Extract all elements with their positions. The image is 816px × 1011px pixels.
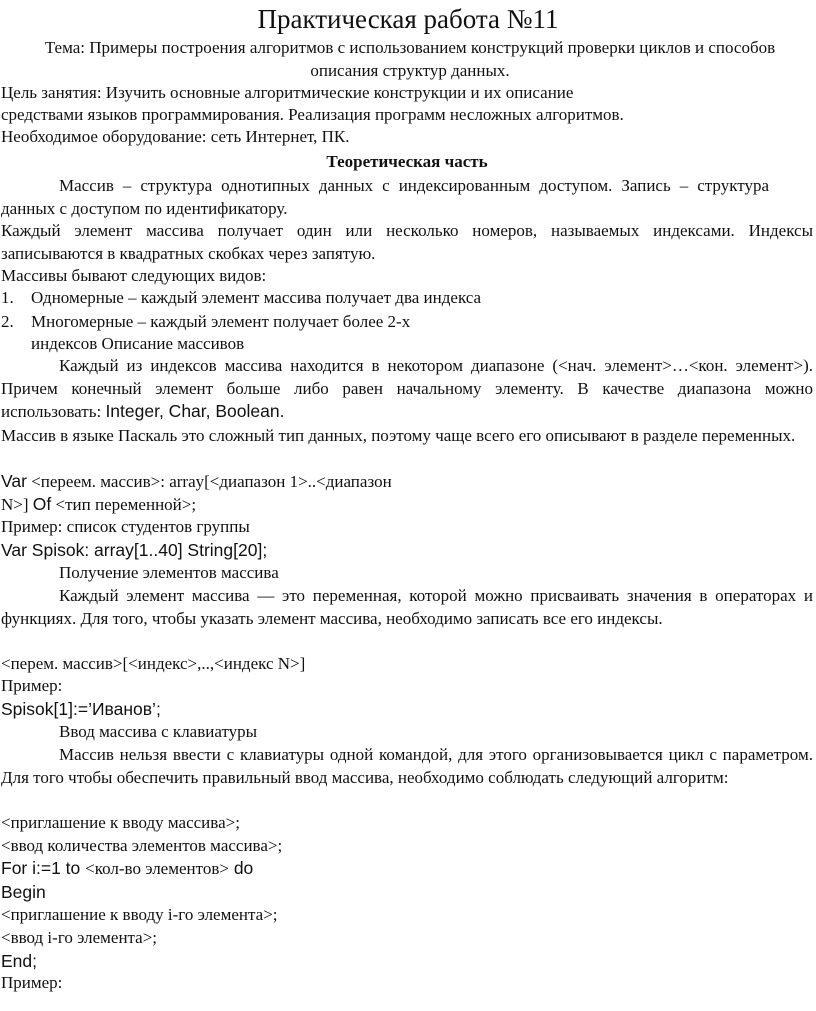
element-syntax: <перем. массив>[<индекс>,..,<индекс N>] (1, 654, 306, 673)
list-continuation: индексов Описание массивов (31, 334, 245, 353)
topic-paragraph: Тема: Примеры построения алгоритмов с использованием конструкций проверки циклов и способов описания структур данных. (44, 38, 776, 80)
paragraph-index-range (1, 355, 813, 424)
example-label: Пример: список студентов группы (1, 517, 250, 536)
paragraph-keyboard-input-text: Массив нельзя ввести с клавиатуры одной командой, для этого организовывается цикл с параметром. Для того чтобы обеспечить правильный ввод массива, необходимо соблюдать следующий алгоритм: (1, 745, 813, 787)
example-label: Пример: (1, 676, 63, 695)
list-item-number: 1. (1, 288, 14, 307)
var-syntax-line-2 (1, 493, 813, 517)
var-syntax-text: <переем. массив>: array[<диапазон 1>..<диапазон (26, 472, 392, 491)
subheading-get-elements: Получение элементов массива (59, 563, 279, 582)
range-types: Integer, Char, Boolean. (105, 401, 285, 421)
goal-line-1: Цель занятия: Изучить основные алгоритмические конструкции и их описание (1, 83, 574, 102)
list-item-text: Одномерные – каждый элемент массива получает два индекса (31, 288, 482, 307)
paragraph-array-kinds: Массивы бывают следующих видов: (1, 266, 267, 285)
list-item-number: 2. (1, 312, 14, 331)
paragraph-array-definition-text: Массив – структура однотипных данных с индексированным доступом. Запись – структура данных с доступом по идентификатору. (1, 176, 769, 218)
algorithm-step: <ввод i-го элемента>; (1, 928, 158, 947)
code-keyword: For i:=1 to (1, 858, 86, 878)
var-syntax-text: <тип переменной>; (51, 495, 197, 514)
algorithm-step: <приглашение к вводу массива>; (1, 813, 240, 832)
var-keyword: Var (1, 471, 27, 491)
paragraph-pascal-type: Массив в языке Паскаль это сложный тип данных, поэтому чаще всего его описывают в разделе переменных. (1, 426, 796, 445)
end-keyword: End; (1, 951, 37, 971)
list-item-text: Многомерные – каждый элемент получает более 2-х (31, 312, 411, 331)
list-item (1, 311, 801, 334)
algorithm-step: <ввод количества элементов массива>; (1, 836, 283, 855)
example-label: Пример: (1, 973, 63, 992)
page-title: Практическая работа №11 (257, 4, 559, 34)
algorithm-step: <приглашение к вводу i-го элемента>; (1, 905, 278, 924)
paragraph-array-definition (1, 175, 769, 220)
code-line: Spisok[1]:=’Иванов’; (1, 699, 161, 719)
section-heading: Теоретическая часть (326, 152, 488, 171)
algorithm-placeholder: <кол-во элементов> (85, 859, 229, 878)
goal-line-2: средствами языков программирования. Реализация программ несложных алгоритмов. (1, 105, 624, 124)
paragraph-elements (1, 585, 813, 630)
for-loop-line (1, 857, 813, 881)
code-line: Var Spisok: array[1..40] String[20]; (1, 540, 268, 560)
paragraph-indexes: Каждый элемент массива получает один или несколько номеров, называемых индексами. Индексы записываются в квадратных скобках через запятую. (1, 221, 813, 263)
var-syntax-line-1 (1, 470, 813, 494)
code-keyword: do (228, 858, 254, 878)
list-item (1, 287, 801, 310)
paragraph-elements-text: Каждый элемент массива — это переменная, которой можно присваивать значения в операторах и функциях. Для того, чтобы указать элемент массива, необходимо записать все его индексы. (1, 586, 813, 628)
begin-keyword: Begin (1, 882, 46, 902)
subheading-keyboard-input: Ввод массива с клавиатуры (59, 722, 258, 741)
equipment-line: Необходимое оборудование: сеть Интернет, ПК. (1, 127, 350, 146)
paragraph-keyboard-input (1, 744, 813, 789)
of-keyword: Of (32, 494, 52, 514)
paragraph-index-range-text: Каждый из индексов массива находится в некотором диапазоне (<нач. элемент>…<кон. элемент>). Причем конечный элемент больше либо равен начальному элементу. В качестве диапазона можно использовать: (1, 356, 813, 421)
var-syntax-text: N>] (1, 495, 33, 514)
